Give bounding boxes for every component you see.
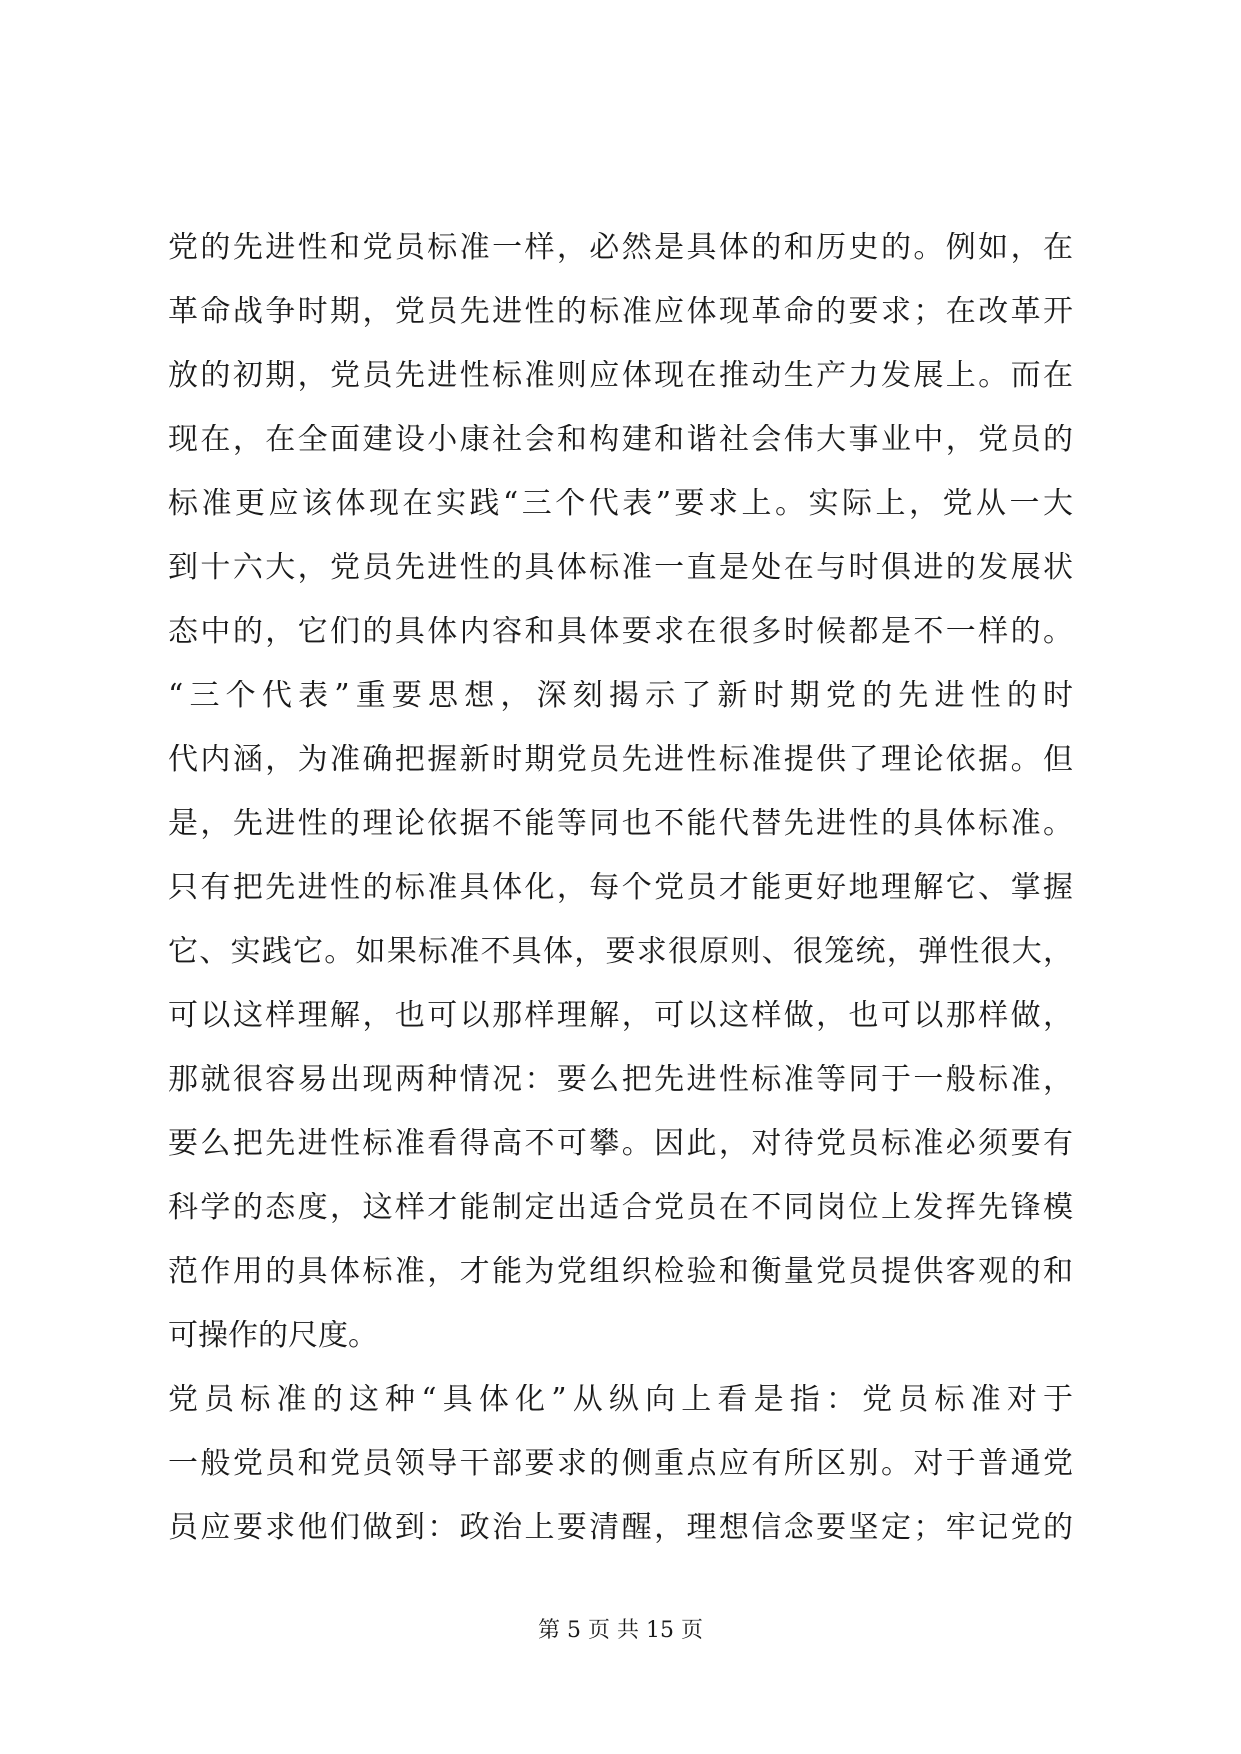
text-line: 要么把先进性标准看得高不可攀。因此，对待党员标准必须要有 [168,1128,1073,1161]
body-text [168,232,1073,1576]
text-line: 放的初期，党员先进性标准则应体现在推动生产力发展上。而在 [168,360,1073,393]
text-line: 革命战争时期，党员先进性的标准应体现革命的要求；在改革开 [168,296,1073,329]
text-line: 是，先进性的理论依据不能等同也不能代替先进性的具体标准。 [168,808,1073,841]
text-line: 可以这样理解，也可以那样理解，可以这样做，也可以那样做， [168,1000,1073,1033]
text-line: 党的先进性和党员标准一样，必然是具体的和历史的。例如，在 [168,232,1073,265]
text-line: 它、实践它。如果标准不具体，要求很原则、很笼统，弹性很大， [168,936,1073,969]
text-line: 一般党员和党员领导干部要求的侧重点应有所区别。对于普通党 [168,1448,1073,1481]
text-line: 范作用的具体标准，才能为党组织检验和衡量党员提供客观的和 [168,1256,1073,1289]
text-line: 科学的态度，这样才能制定出适合党员在不同岗位上发挥先锋模 [168,1192,1073,1225]
text-line: “三个代表”重要思想，深刻揭示了新时期党的先进性的时 [168,680,1073,713]
text-line: 那就很容易出现两种情况：要么把先进性标准等同于一般标准， [168,1064,1073,1097]
text-line: 标准更应该体现在实践“三个代表”要求上。实际上，党从一大 [168,488,1073,521]
text-line: 代内涵，为准确把握新时期党员先进性标准提供了理论依据。但 [168,744,1073,777]
page-number-footer: 第 5 页 共 15 页 [538,1618,703,1643]
text-line: 只有把先进性的标准具体化，每个党员才能更好地理解它、掌握 [168,872,1073,905]
text-line: 员应要求他们做到：政治上要清醒，理想信念要坚定；牢记党的 [168,1512,1073,1545]
text-line: 到十六大，党员先进性的具体标准一直是处在与时俱进的发展状 [168,552,1073,585]
text-line: 党员标准的这种“具体化”从纵向上看是指：党员标准对于 [168,1384,1073,1417]
text-line: 现在，在全面建设小康社会和构建和谐社会伟大事业中，党员的 [168,424,1073,457]
text-line: 可操作的尺度。 [168,1320,378,1353]
text-line: 态中的，它们的具体内容和具体要求在很多时候都是不一样的。 [168,616,1073,649]
